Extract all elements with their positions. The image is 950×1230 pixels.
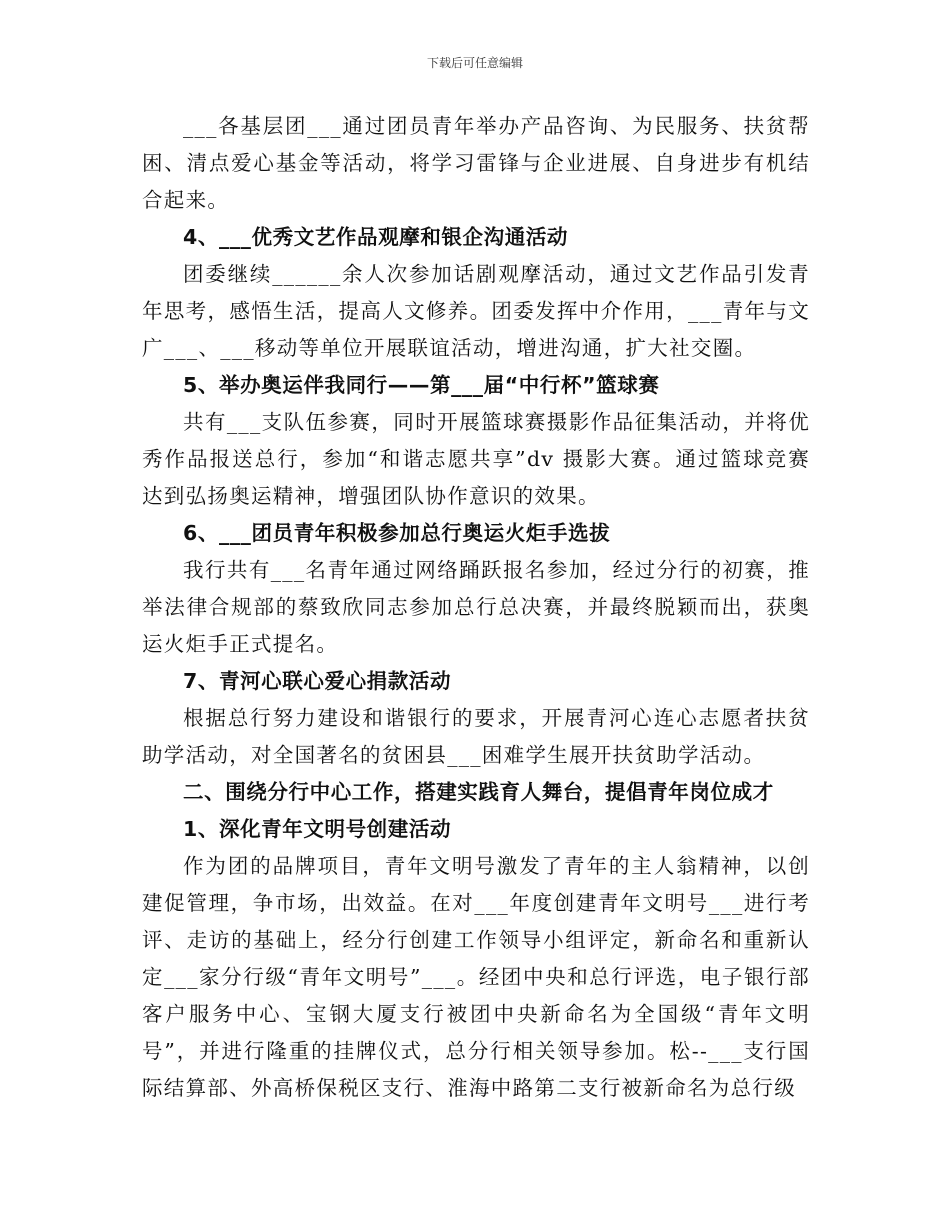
section-heading: 4、___优秀文艺作品观摩和银企沟通活动 <box>183 225 569 249</box>
document-body <box>142 108 810 1107</box>
paragraph: 我行共有___名青年通过网络踊跃报名参加，经过分行的初赛，推举法律合规部的蔡致欣同志参加总行总决赛，并最终脱颖而出，获奥运火炬手正式提名。 <box>142 558 810 656</box>
paragraph: 共有___支队伍参赛，同时开展篮球赛摄影作品征集活动，并将优秀作品报送总行，参加“和谐志愿共享”dv 摄影大赛。通过篮球竞赛达到弘扬奥运精神，增强团队协作意识的效果。 <box>142 410 810 508</box>
page-header: 下载后可任意编辑 <box>426 56 523 70</box>
paragraph: ___各基层团___通过团员青年举办产品咨询、为民服务、扶贫帮困、清点爱心基金等活动，将学习雷锋与企业进展、自身进步有机结合起来。 <box>142 114 810 212</box>
section-heading: 6、___团员青年积极参加总行奥运火炬手选拔 <box>183 521 611 545</box>
section-heading: 7、青河心联心爱心捐款活动 <box>183 669 452 693</box>
paragraph: 作为团的品牌项目，青年文明号激发了青年的主人翁精神，以创建促管理，争市场，出效益。在对___年度创建青年文明号___进行考评、走访的基础上，经分行创建工作领导小组评定，新命名和重新认定___家分行级“青年文明号”___。经团中央和总行评选，电子银行部客户服务中心、宝钢大厦支行被团中央新命名为全国级“青年文明号”，并进行隆重的挂牌仪式，总分行相关领导参加。松--___支行国际结算部、外高桥保税区支行、淮海中路第二支行被新命名为总行级 <box>142 854 810 1100</box>
paragraph: 团委继续______余人次参加话剧观摩活动，通过文艺作品引发青年思考，感悟生活，提高人文修养。团委发挥中介作用，___青年与文广___、___移动等单位开展联谊活动，增进沟通，扩大社交圈。 <box>142 262 810 360</box>
chapter-heading: 二、围绕分行中心工作，搭建实践育人舞台，提倡青年岗位成才 <box>183 780 774 804</box>
section-heading: 1、深化青年文明号创建活动 <box>183 817 452 841</box>
section-heading: 5、举办奥运伴我同行——第___届“中行杯”篮球赛 <box>183 373 660 397</box>
paragraph: 根据总行努力建设和谐银行的要求，开展青河心连心志愿者扶贫助学活动，对全国著名的贫困县___困难学生展开扶贫助学活动。 <box>142 706 810 767</box>
